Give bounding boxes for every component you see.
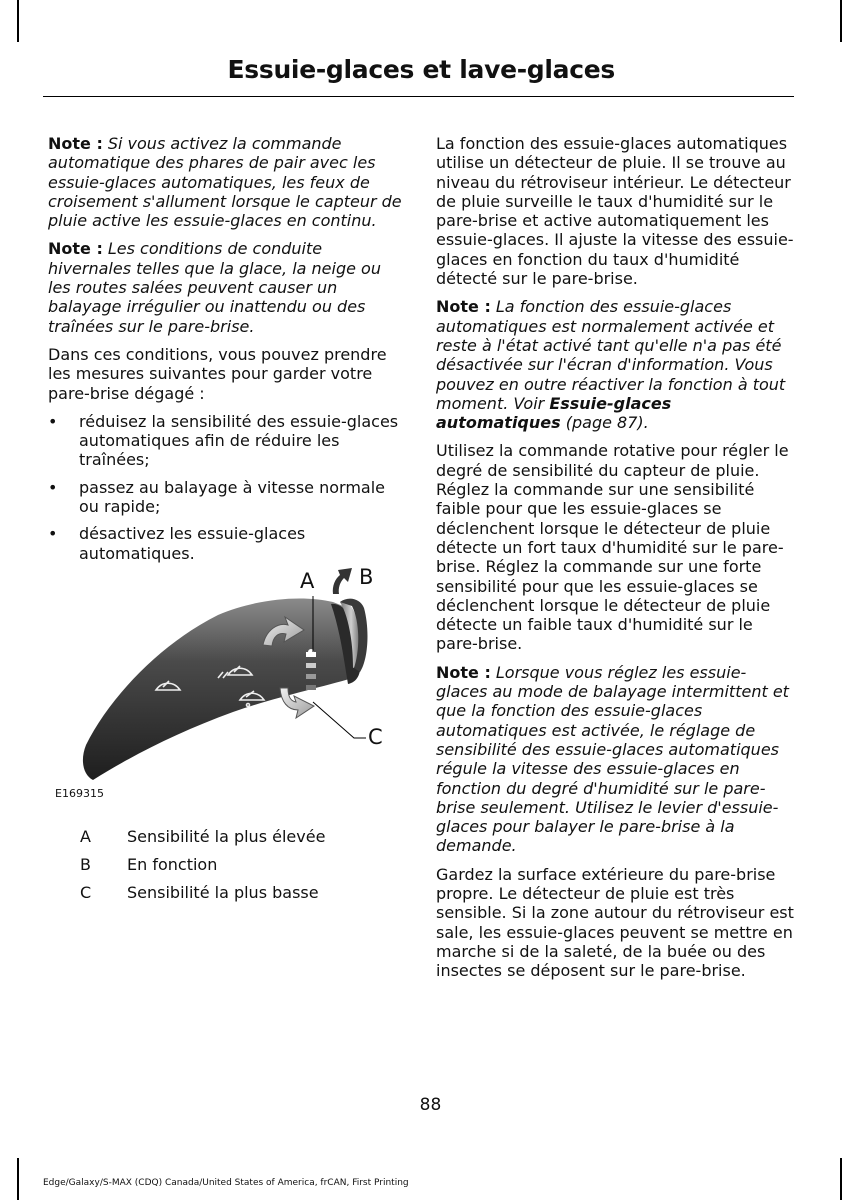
cross-reference-link[interactable]: Essuie-glaces automatiques bbox=[436, 393, 672, 433]
note-intermittent bbox=[436, 663, 794, 856]
legend-row bbox=[80, 822, 325, 850]
note-text: La fonction des essuie-glaces automatiques est normalement activée et reste à l'état activé tant qu'elle n'a pas été désactivée sur l'écran d'information. Vous pouvez en outre réactiver la fonction à tout moment. Voir bbox=[436, 297, 786, 413]
rain-sensor-paragraph: La fonction des essuie-glaces automatiques utilise un détecteur de pluie. Il se trouve au niveau du rétroviseur intérieur. Le détecteur de pluie surveille le taux d'humidité sur le pare-brise et active automatiquement les essuie-glaces. Il ajuste la vitesse des essuie-glaces en fonction du taux d'humidité détecté sur le pare-brise. bbox=[436, 134, 794, 289]
wiper-stalk-figure bbox=[48, 560, 408, 805]
legend-row bbox=[80, 878, 325, 906]
note-label: Note : bbox=[48, 134, 103, 153]
legend-text: Sensibilité la plus basse bbox=[127, 882, 319, 902]
note-label: Note : bbox=[436, 297, 491, 317]
figure-label-c: C bbox=[368, 725, 383, 749]
list-item: • réduisez la sensibilité des essuie-glaces automatiques afin de réduire les traînées; bbox=[48, 412, 403, 470]
note-winter-conditions bbox=[48, 239, 403, 335]
wiper-stalk-illustration bbox=[48, 560, 408, 805]
legend-key: A bbox=[80, 826, 91, 846]
note-label: Note : bbox=[48, 239, 103, 259]
figure-legend bbox=[80, 822, 325, 906]
note-label: Note : bbox=[436, 662, 491, 682]
legend-row bbox=[80, 850, 325, 878]
crop-mark-bottom-right bbox=[840, 1158, 842, 1200]
note-text: Les conditions de conduite hivernales telles que la glace, la neige ou les routes salées peuvent causer un balayage irrégulier ou inattendu ou des traînées sur le pare-brise. bbox=[48, 239, 381, 336]
measures-list bbox=[48, 412, 403, 563]
note-headlights bbox=[48, 134, 403, 230]
intro-paragraph: Dans ces conditions, vous pouvez prendre les mesures suivantes pour garder votre pare-brise dégagé : bbox=[48, 344, 387, 403]
page-title: Essuie-glaces et lave-glaces bbox=[227, 55, 615, 84]
header-rule bbox=[43, 96, 794, 97]
legend-text: En fonction bbox=[127, 854, 218, 874]
page-number: 88 bbox=[419, 1095, 442, 1115]
footer-text: Edge/Galaxy/S-MAX (CDQ) Canada/United States of America, frCAN, First Printing bbox=[43, 1178, 409, 1188]
page-reference: (page 87). bbox=[565, 413, 649, 433]
list-item: • passez au balayage à vitesse normale ou rapide; bbox=[48, 478, 403, 517]
list-item: • désactivez les essuie-glaces automatiques. bbox=[48, 524, 403, 563]
crop-mark-top-right bbox=[840, 0, 842, 42]
right-column bbox=[436, 134, 794, 989]
legend-text: Sensibilité la plus élevée bbox=[127, 826, 326, 846]
figure-label-a: A bbox=[300, 569, 315, 593]
legend-key: B bbox=[80, 854, 91, 874]
note-text: Lorsque vous réglez les essuie-glaces au mode de balayage intermittent et que la fonction des essuie-glaces automatiques est activée, le réglage de sensibilité des essuie-glaces automatiques régule la vitesse des essuie-glaces en fonction du degré d'humidité sur le pare-brise seulement. Utilisez le levier d'essuie-glaces pour balayer le pare-brise à la demande. bbox=[436, 662, 789, 856]
legend-key: C bbox=[80, 882, 92, 902]
note-text: Si vous activez la commande automatique des phares de pair avec les essuie-glaces automatiques, les feux de croisement s'allument lorsque le capteur de pluie active les essuie-glaces en continu. bbox=[48, 134, 402, 231]
figure-code: E169315 bbox=[55, 787, 104, 800]
note-auto-wipers bbox=[436, 297, 794, 432]
sensitivity-paragraph: Utilisez la commande rotative pour régler le degré de sensibilité du capteur de pluie. Réglez la commande sur une sensibilité faible pour que les essuie-glaces se déclenchent lorsque le détecteur de pluie détecte un fort taux d'humidité sur le pare-brise. Réglez la commande sur une forte sensibilité pour que les essuie-glaces se déclenchent lorsque le détecteur de pluie détecte un faible taux d'humidité sur le pare-brise. bbox=[436, 441, 789, 654]
clean-windshield-paragraph: Gardez la surface extérieure du pare-brise propre. Le détecteur de pluie est très sensible. Si la zone autour du rétroviseur est sale, les essuie-glaces peuvent se mettre en marche si de la saleté, de la buée ou des insectes se déposent sur le pare-brise. bbox=[436, 864, 794, 981]
left-column bbox=[48, 134, 403, 572]
crop-mark-top-left bbox=[17, 0, 19, 42]
crop-mark-bottom-left bbox=[17, 1158, 19, 1200]
figure-label-b: B bbox=[359, 565, 374, 589]
